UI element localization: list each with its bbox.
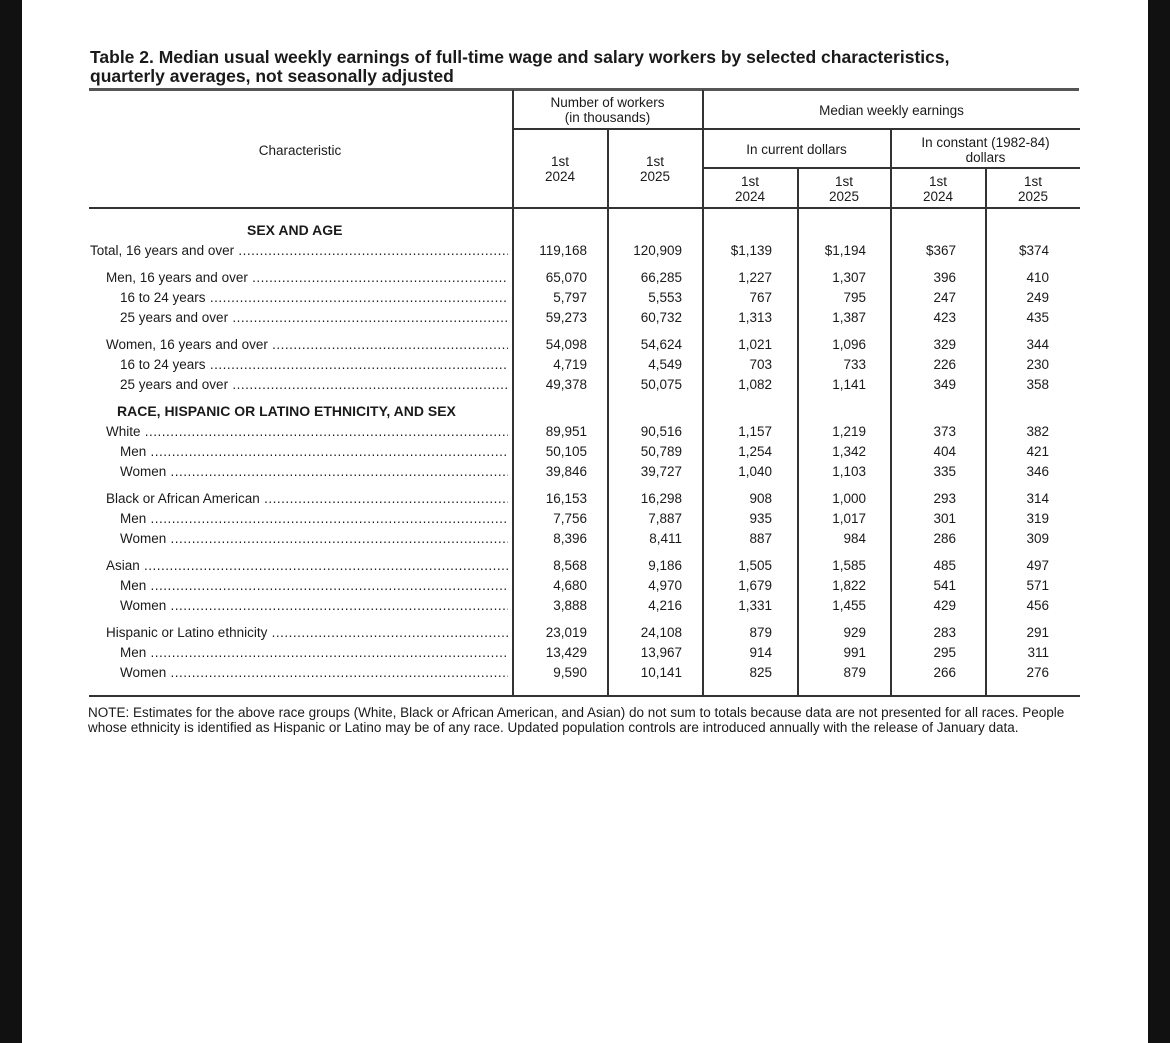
table-cell: 733 <box>843 357 866 372</box>
table-cell: $374 <box>1018 243 1049 258</box>
table-cell: 1,455 <box>832 598 866 613</box>
year-label: 2024 <box>544 169 576 184</box>
row-label: Asian ..... <box>106 558 508 574</box>
table-cell: 226 <box>933 357 956 372</box>
table-cell: 879 <box>843 665 866 680</box>
table-cell: 119,168 <box>539 243 587 258</box>
table-cell: 1,103 <box>832 464 866 479</box>
table-cell: 887 <box>749 531 772 546</box>
table-cell: 1,082 <box>738 377 772 392</box>
table-cell: 1,141 <box>832 377 866 392</box>
table-cell: 293 <box>933 491 956 506</box>
title-line-1: Table 2. Median usual weekly earnings of full-time wage and salary workers by selected characteristics, <box>90 47 950 67</box>
title-line-2: quarterly averages, not seasonally adjusted <box>90 66 454 86</box>
row-label: Women ..... <box>120 464 508 480</box>
table-cell: 991 <box>843 645 866 660</box>
table-cell: 1,017 <box>832 511 866 526</box>
table-cell: 1,000 <box>832 491 866 506</box>
year-label: 2025 <box>639 169 671 184</box>
row-label: Women ..... <box>120 531 508 547</box>
table-cell: 346 <box>1026 464 1049 479</box>
table-cell: 1,313 <box>738 310 772 325</box>
row-label: Women ..... <box>120 598 508 614</box>
table-cell: 825 <box>749 665 772 680</box>
table-cell: 60,732 <box>640 310 682 325</box>
table-cell: 571 <box>1026 578 1049 593</box>
table-cell: 1,331 <box>738 598 772 613</box>
table-cell: 9,590 <box>553 665 587 680</box>
table-cell: 1,387 <box>832 310 866 325</box>
table-cell: 497 <box>1026 558 1049 573</box>
table-cell: 89,951 <box>545 424 587 439</box>
row-label: Total, 16 years and over ..... <box>90 243 508 259</box>
quarter-label: 1st <box>834 174 853 189</box>
row-label: Hispanic or Latino ethnicity ..... <box>106 625 508 641</box>
table-cell: 50,105 <box>545 444 587 459</box>
table-cell: 13,429 <box>545 645 587 660</box>
row-label: White ..... <box>106 424 508 440</box>
quarter-label: 1st <box>1023 174 1042 189</box>
table-cell: 1,822 <box>832 578 866 593</box>
table-cell: 984 <box>843 531 866 546</box>
table-cell: 247 <box>933 290 956 305</box>
table-cell: 16,298 <box>640 491 682 506</box>
col-workers-2025-header <box>608 154 702 184</box>
table-cell: 795 <box>843 290 866 305</box>
table-cell: 485 <box>933 558 956 573</box>
table-cell: 230 <box>1026 357 1049 372</box>
table-note: NOTE: Estimates for the above race groups (White, Black or African American, and Asian) do not sum to totals because data are not presented for all races. People whose ethnicity is identified as Hispanic or Latino may be of any race. Updated population controls are introduced annually with the release of January data. <box>88 705 1065 735</box>
table-cell: 382 <box>1026 424 1049 439</box>
table-cell: 335 <box>933 464 956 479</box>
table-cell: 423 <box>933 310 956 325</box>
table-cell: 4,549 <box>648 357 682 372</box>
row-label: Women ..... <box>120 665 508 681</box>
table-cell: 404 <box>933 444 956 459</box>
title-rule <box>89 88 1079 91</box>
table-cell: 7,756 <box>553 511 587 526</box>
workers-header <box>513 95 702 125</box>
constant-dollars-header <box>891 135 1080 165</box>
table-cell: 1,040 <box>738 464 772 479</box>
table-cell: 266 <box>933 665 956 680</box>
table-bottom-rule <box>89 695 1080 697</box>
table-cell: 373 <box>933 424 956 439</box>
table-cell: 24,108 <box>640 625 682 640</box>
table-cell: 8,411 <box>649 531 682 546</box>
table-cell: 4,680 <box>553 578 587 593</box>
table-cell: 50,789 <box>640 444 682 459</box>
year-label: 2024 <box>734 189 766 204</box>
table-cell: 314 <box>1026 491 1049 506</box>
table-cell: 1,227 <box>738 270 772 285</box>
table-cell: 410 <box>1026 270 1049 285</box>
table-cell: 10,141 <box>640 665 682 680</box>
header-rule <box>513 128 1080 130</box>
quarter-label: 1st <box>928 174 947 189</box>
row-label: 25 years and over ..... <box>120 377 508 393</box>
constant-header-line-2: dollars <box>965 150 1006 165</box>
section-heading-sex-age: SEX AND AGE <box>247 222 343 238</box>
table-cell: $367 <box>925 243 956 258</box>
table-cell: 5,797 <box>553 290 587 305</box>
median-earnings-header: Median weekly earnings <box>819 103 964 118</box>
table-cell: 23,019 <box>545 625 587 640</box>
table-cell: 358 <box>1026 377 1049 392</box>
table-cell: 16,153 <box>545 491 587 506</box>
table-cell: 1,307 <box>832 270 866 285</box>
row-label: Men, 16 years and over ..... <box>106 270 508 286</box>
quarter-label: 1st <box>740 174 759 189</box>
table-cell: 349 <box>933 377 956 392</box>
table-cell: 90,516 <box>640 424 682 439</box>
row-label: 25 years and over ..... <box>120 310 508 326</box>
table-cell: 935 <box>749 511 772 526</box>
table-cell: 301 <box>933 511 956 526</box>
table-cell: 291 <box>1026 625 1049 640</box>
section-heading-race: RACE, HISPANIC OR LATINO ETHNICITY, AND SEX <box>117 403 456 419</box>
table-cell: 8,396 <box>553 531 587 546</box>
table-cell: 65,070 <box>545 270 587 285</box>
current-dollars-header: In current dollars <box>746 142 847 157</box>
table-cell: 703 <box>749 357 772 372</box>
table-cell: $1,194 <box>824 243 866 258</box>
table-cell: 396 <box>933 270 956 285</box>
row-label: 16 to 24 years ..... <box>120 290 508 306</box>
table-cell: 66,285 <box>640 270 682 285</box>
table-cell: 329 <box>933 337 956 352</box>
row-label: Men ..... <box>120 444 508 460</box>
table-cell: 49,378 <box>545 377 587 392</box>
table-cell: 59,273 <box>545 310 587 325</box>
table-cell: 421 <box>1026 444 1049 459</box>
table-cell: 1,096 <box>832 337 866 352</box>
header-rule <box>703 167 1080 169</box>
table-cell: 435 <box>1026 310 1049 325</box>
table-cell: 4,216 <box>648 598 682 613</box>
table-cell: 8,568 <box>553 558 587 573</box>
table-cell: 1,254 <box>738 444 772 459</box>
quarter-label: 1st <box>550 154 569 169</box>
table-cell: 767 <box>749 290 772 305</box>
row-label: Men ..... <box>120 578 508 594</box>
table-cell: 319 <box>1026 511 1049 526</box>
table-cell: 456 <box>1026 598 1049 613</box>
table-cell: 249 <box>1026 290 1049 305</box>
year-label: 2025 <box>828 189 860 204</box>
row-label: Men ..... <box>120 511 508 527</box>
table-cell: 39,727 <box>640 464 682 479</box>
col-constant-2024-header <box>891 174 985 204</box>
table-cell: 120,909 <box>633 243 682 258</box>
table-cell: 7,887 <box>648 511 682 526</box>
table-cell: 914 <box>749 645 772 660</box>
document-page <box>22 0 1148 1043</box>
table-cell: 9,186 <box>648 558 682 573</box>
table-cell: 1,585 <box>832 558 866 573</box>
table-cell: 39,846 <box>545 464 587 479</box>
workers-header-line-1: Number of workers <box>550 95 665 110</box>
year-label: 2025 <box>1017 189 1049 204</box>
table-cell: 3,888 <box>553 598 587 613</box>
col-current-2024-header <box>703 174 797 204</box>
col-current-2025-header <box>798 174 890 204</box>
table-cell: 13,967 <box>640 645 682 660</box>
table-cell: 1,021 <box>738 337 772 352</box>
table-cell: 54,624 <box>640 337 682 352</box>
table-cell: 908 <box>749 491 772 506</box>
year-label: 2024 <box>922 189 954 204</box>
table-cell: 1,157 <box>738 424 772 439</box>
table-title <box>90 48 1080 86</box>
constant-header-line-1: In constant (1982-84) <box>921 135 1050 150</box>
table-cell: 50,075 <box>640 377 682 392</box>
col-constant-2025-header <box>986 174 1080 204</box>
workers-header-line-2: (in thousands) <box>564 110 651 125</box>
header-bottom-rule <box>89 207 1080 209</box>
table-cell: 1,505 <box>738 558 772 573</box>
row-label: Black or African American ..... <box>106 491 508 507</box>
row-label: Women, 16 years and over ..... <box>106 337 508 353</box>
table-cell: 429 <box>933 598 956 613</box>
table-cell: 1,219 <box>832 424 866 439</box>
table-cell: 283 <box>933 625 956 640</box>
table-cell: 286 <box>933 531 956 546</box>
row-label: 16 to 24 years ..... <box>120 357 508 373</box>
table-cell: 5,553 <box>648 290 682 305</box>
table-cell: 1,342 <box>832 444 866 459</box>
quarter-label: 1st <box>645 154 664 169</box>
table-cell: 4,970 <box>648 578 682 593</box>
table-cell: 295 <box>933 645 956 660</box>
table-cell: 541 <box>933 578 956 593</box>
table-cell: 879 <box>749 625 772 640</box>
table-cell: 276 <box>1026 665 1049 680</box>
row-label: Men ..... <box>120 645 508 661</box>
col-workers-2024-header <box>513 154 607 184</box>
table-cell: 929 <box>843 625 866 640</box>
table-cell: 309 <box>1026 531 1049 546</box>
table-cell: 54,098 <box>545 337 587 352</box>
table-cell: 1,679 <box>738 578 772 593</box>
characteristic-header: Characteristic <box>258 143 342 158</box>
table-cell: $1,139 <box>730 243 772 258</box>
table-cell: 4,719 <box>553 357 587 372</box>
table-cell: 344 <box>1026 337 1049 352</box>
table-cell: 311 <box>1027 645 1049 660</box>
